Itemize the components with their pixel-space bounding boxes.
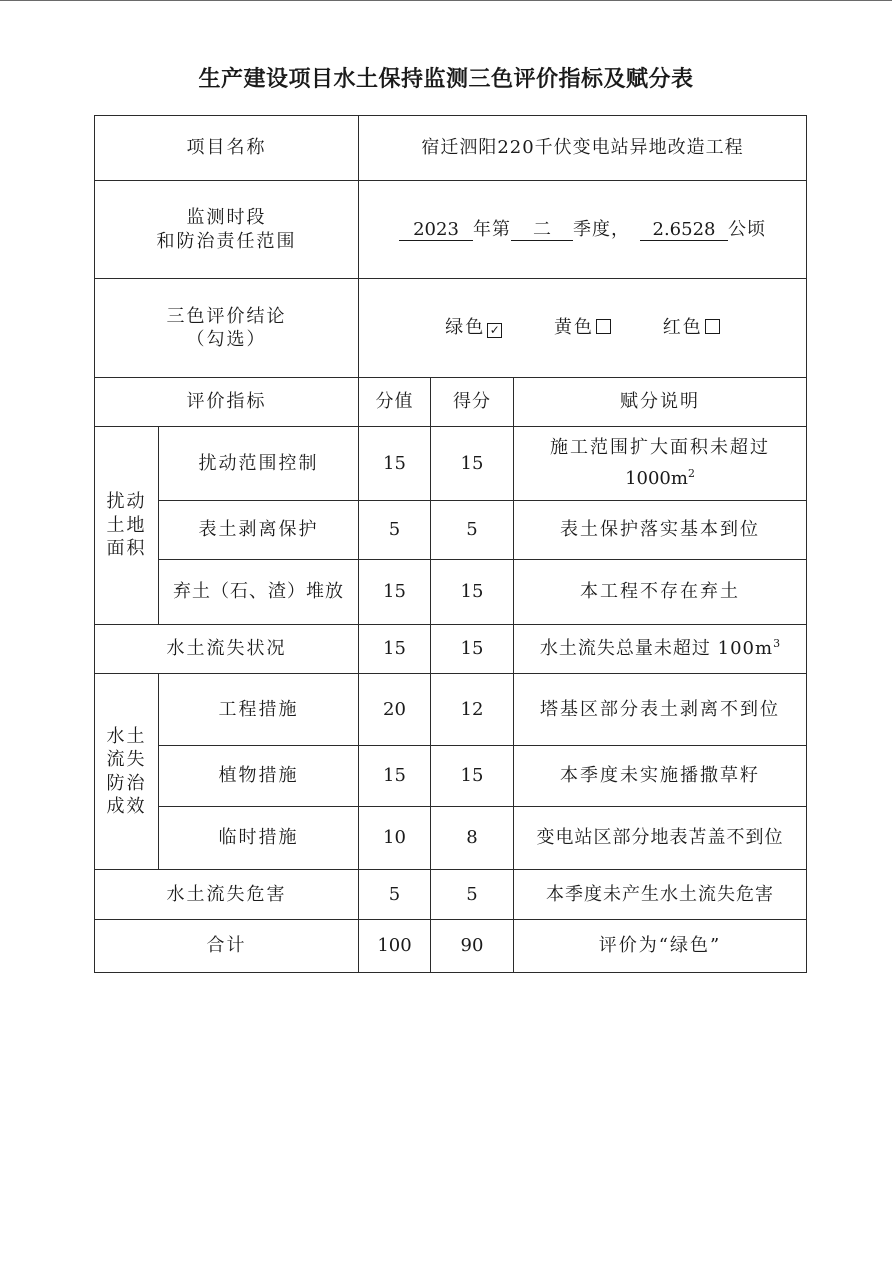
period-year: 2023 <box>399 220 473 241</box>
period-area-unit: 公顷 <box>728 218 766 240</box>
row-score: 15 <box>431 560 514 625</box>
project-label: 项目名称 <box>95 116 359 181</box>
conclusion-label-line1: 三色评价结论 <box>166 305 287 327</box>
period-area: 2.6528 <box>640 220 728 241</box>
group-disturbance-line: 土地 <box>106 514 147 536</box>
row-name: 弃土（石、渣）堆放 <box>159 560 359 625</box>
row-score: 15 <box>431 746 514 807</box>
header-score-value: 分值 <box>359 378 431 427</box>
table-row <box>95 746 807 807</box>
row-score: 15 <box>431 427 514 501</box>
row-note: 本季度未实施播撒草籽 <box>514 746 807 807</box>
row-note-sup: 2 <box>687 466 695 480</box>
group-disturbance-line: 面积 <box>106 538 147 560</box>
project-row <box>95 116 807 181</box>
header-row <box>95 378 807 427</box>
group-prevention-line: 水土 <box>106 725 147 747</box>
option-green[interactable] <box>445 316 502 339</box>
total-score: 90 <box>431 920 514 973</box>
checkbox-empty-icon[interactable] <box>705 319 720 334</box>
row-score: 5 <box>431 870 514 920</box>
period-row <box>95 181 807 279</box>
row-note-area: 1000m <box>625 467 688 489</box>
checkbox-checked-icon[interactable]: ✓ <box>487 323 502 338</box>
row-note <box>514 625 807 674</box>
row-value: 5 <box>359 501 431 560</box>
table-row <box>95 674 807 746</box>
row-name: 植物措施 <box>159 746 359 807</box>
evaluation-table <box>94 115 807 973</box>
row-note-text: 水土流失总量未超过 100m <box>539 638 774 660</box>
row-score: 8 <box>431 807 514 870</box>
option-red[interactable] <box>663 316 720 339</box>
row-name: 水土流失状况 <box>95 625 359 674</box>
row-score: 12 <box>431 674 514 746</box>
row-value: 5 <box>359 870 431 920</box>
row-note-sup: 3 <box>773 637 781 651</box>
row-note-line2 <box>514 464 806 495</box>
row-note: 塔基区部分表土剥离不到位 <box>514 674 807 746</box>
total-value: 100 <box>359 920 431 973</box>
row-value: 15 <box>359 625 431 674</box>
row-note-line1: 施工范围扩大面积未超过 <box>550 436 770 458</box>
conclusion-row <box>95 279 807 378</box>
total-label: 合计 <box>95 920 359 973</box>
row-note <box>514 427 807 501</box>
header-indicator: 评价指标 <box>95 378 359 427</box>
row-value: 10 <box>359 807 431 870</box>
row-name: 临时措施 <box>159 807 359 870</box>
row-note: 表土保护落实基本到位 <box>514 501 807 560</box>
row-score: 5 <box>431 501 514 560</box>
header-score-got: 得分 <box>431 378 514 427</box>
row-note: 本工程不存在弃土 <box>514 560 807 625</box>
row-value: 15 <box>359 746 431 807</box>
row-name: 表土剥离保护 <box>159 501 359 560</box>
row-note: 本季度未产生水土流失危害 <box>514 870 807 920</box>
row-name: 扰动范围控制 <box>159 427 359 501</box>
option-green-label: 绿色 <box>445 317 486 339</box>
group-prevention-line: 流失 <box>106 749 147 771</box>
row-value: 15 <box>359 560 431 625</box>
period-quarter-suffix: 季度， <box>573 218 630 240</box>
row-name: 水土流失危害 <box>95 870 359 920</box>
period-label-line1: 监测时段 <box>186 207 267 229</box>
group-disturbance-line: 扰动 <box>106 491 147 513</box>
table-row <box>95 560 807 625</box>
option-yellow[interactable] <box>554 316 611 339</box>
period-label <box>95 181 359 279</box>
table-row <box>95 501 807 560</box>
conclusion-label-line2: （勾选） <box>186 329 267 350</box>
period-label-line2: 和防治责任范围 <box>156 230 297 252</box>
total-note: 评价为“绿色” <box>514 920 807 973</box>
header-explanation: 赋分说明 <box>514 378 807 427</box>
page-top-edge <box>0 0 892 1</box>
total-row <box>95 920 807 973</box>
conclusion-label <box>95 279 359 378</box>
project-value: 宿迁泗阳220千伏变电站异地改造工程 <box>359 116 807 181</box>
group-prevention-line: 防治 <box>106 772 147 794</box>
table-row <box>95 427 807 501</box>
period-quarter: 二 <box>511 220 573 241</box>
option-red-label: 红色 <box>662 317 703 339</box>
table-row <box>95 625 807 674</box>
page-title: 生产建设项目水土保持监测三色评价指标及赋分表 <box>198 67 694 92</box>
table-row <box>95 807 807 870</box>
row-value: 20 <box>359 674 431 746</box>
checkbox-empty-icon[interactable] <box>596 319 611 334</box>
row-value: 15 <box>359 427 431 501</box>
table-row <box>95 870 807 920</box>
option-yellow-label: 黄色 <box>554 317 594 339</box>
group-prevention-line: 成效 <box>106 795 147 817</box>
row-score: 15 <box>431 625 514 674</box>
row-name: 工程措施 <box>159 674 359 746</box>
group-prevention <box>95 674 159 870</box>
group-disturbance <box>95 427 159 625</box>
row-note: 变电站区部分地表苫盖不到位 <box>514 807 807 870</box>
period-year-suffix: 年第 <box>473 218 511 240</box>
conclusion-options <box>359 279 807 378</box>
period-value <box>359 181 807 279</box>
